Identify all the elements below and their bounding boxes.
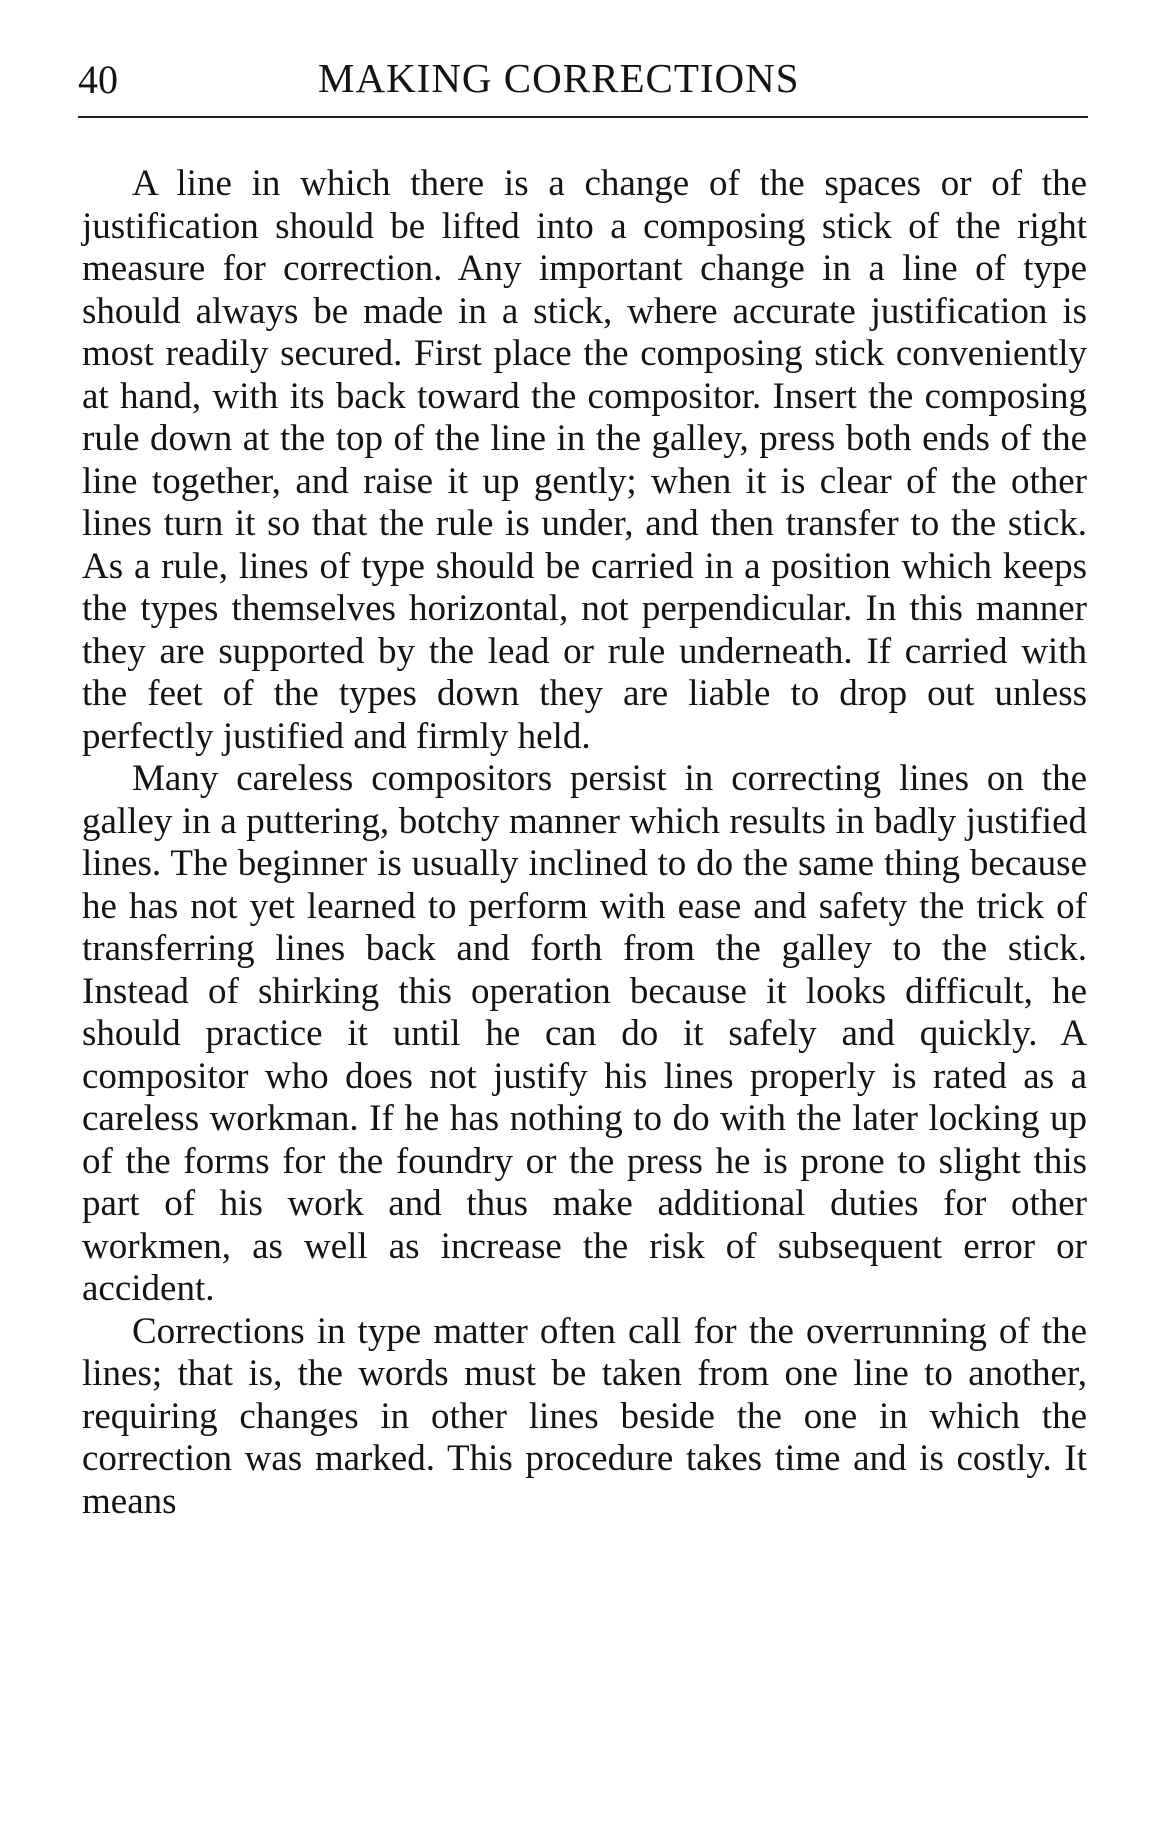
page-header — [78, 48, 1088, 108]
paragraph-1: A line in which there is a change of the spaces or of the justification should be lifted into a composing stick of the right measure for correction. Any important change in a line of type should always be made in a stick, where accurate justification is most readily secured. First place the composing stick conveniently at hand, with its back toward the compositor. Insert the composing rule down at the top of the line in the galley, press both ends of the line together, and raise it up gently; when it is clear of the other lines turn it so that the rule is under, and then transfer to the stick. As a rule, lines of type should be carried in a position which keeps the types themselves horizontal, not perpendicular. In this manner they are supported by the lead or rule underneath. If carried with the feet of the types down they are liable to drop out unless perfectly justified and firmly held. — [82, 163, 1087, 757]
paragraph-3: Corrections in type matter often call for the overrunning of the lines; that is, the words must be taken from one line to another, requiring changes in other lines beside the one in which the correction was marked. This procedure takes time and is costly. It means — [82, 1310, 1087, 1522]
running-head: MAKING CORRECTIONS — [318, 55, 800, 101]
paragraph-2: Many careless compositors persist in correcting lines on the galley in a puttering, botchy manner which results in badly justified lines. The beginner is usually inclined to do the same thing because he has not yet learned to perform with ease and safety the trick of transferring lines back and forth from the galley to the stick. Instead of shirking this operation because it looks difficult, he should practice it until he can do it safely and quickly. A compositor who does not justify his lines properly is rated as a careless workman. If he has nothing to do with the later locking up of the forms for the foundry or the press he is prone to slight this part of his work and thus make additional duties for other workmen, as well as increase the risk of subsequent error or accident. — [82, 758, 1087, 1309]
header-rule — [78, 116, 1088, 118]
page-number: 40 — [78, 57, 118, 102]
body-text — [82, 163, 1087, 1523]
